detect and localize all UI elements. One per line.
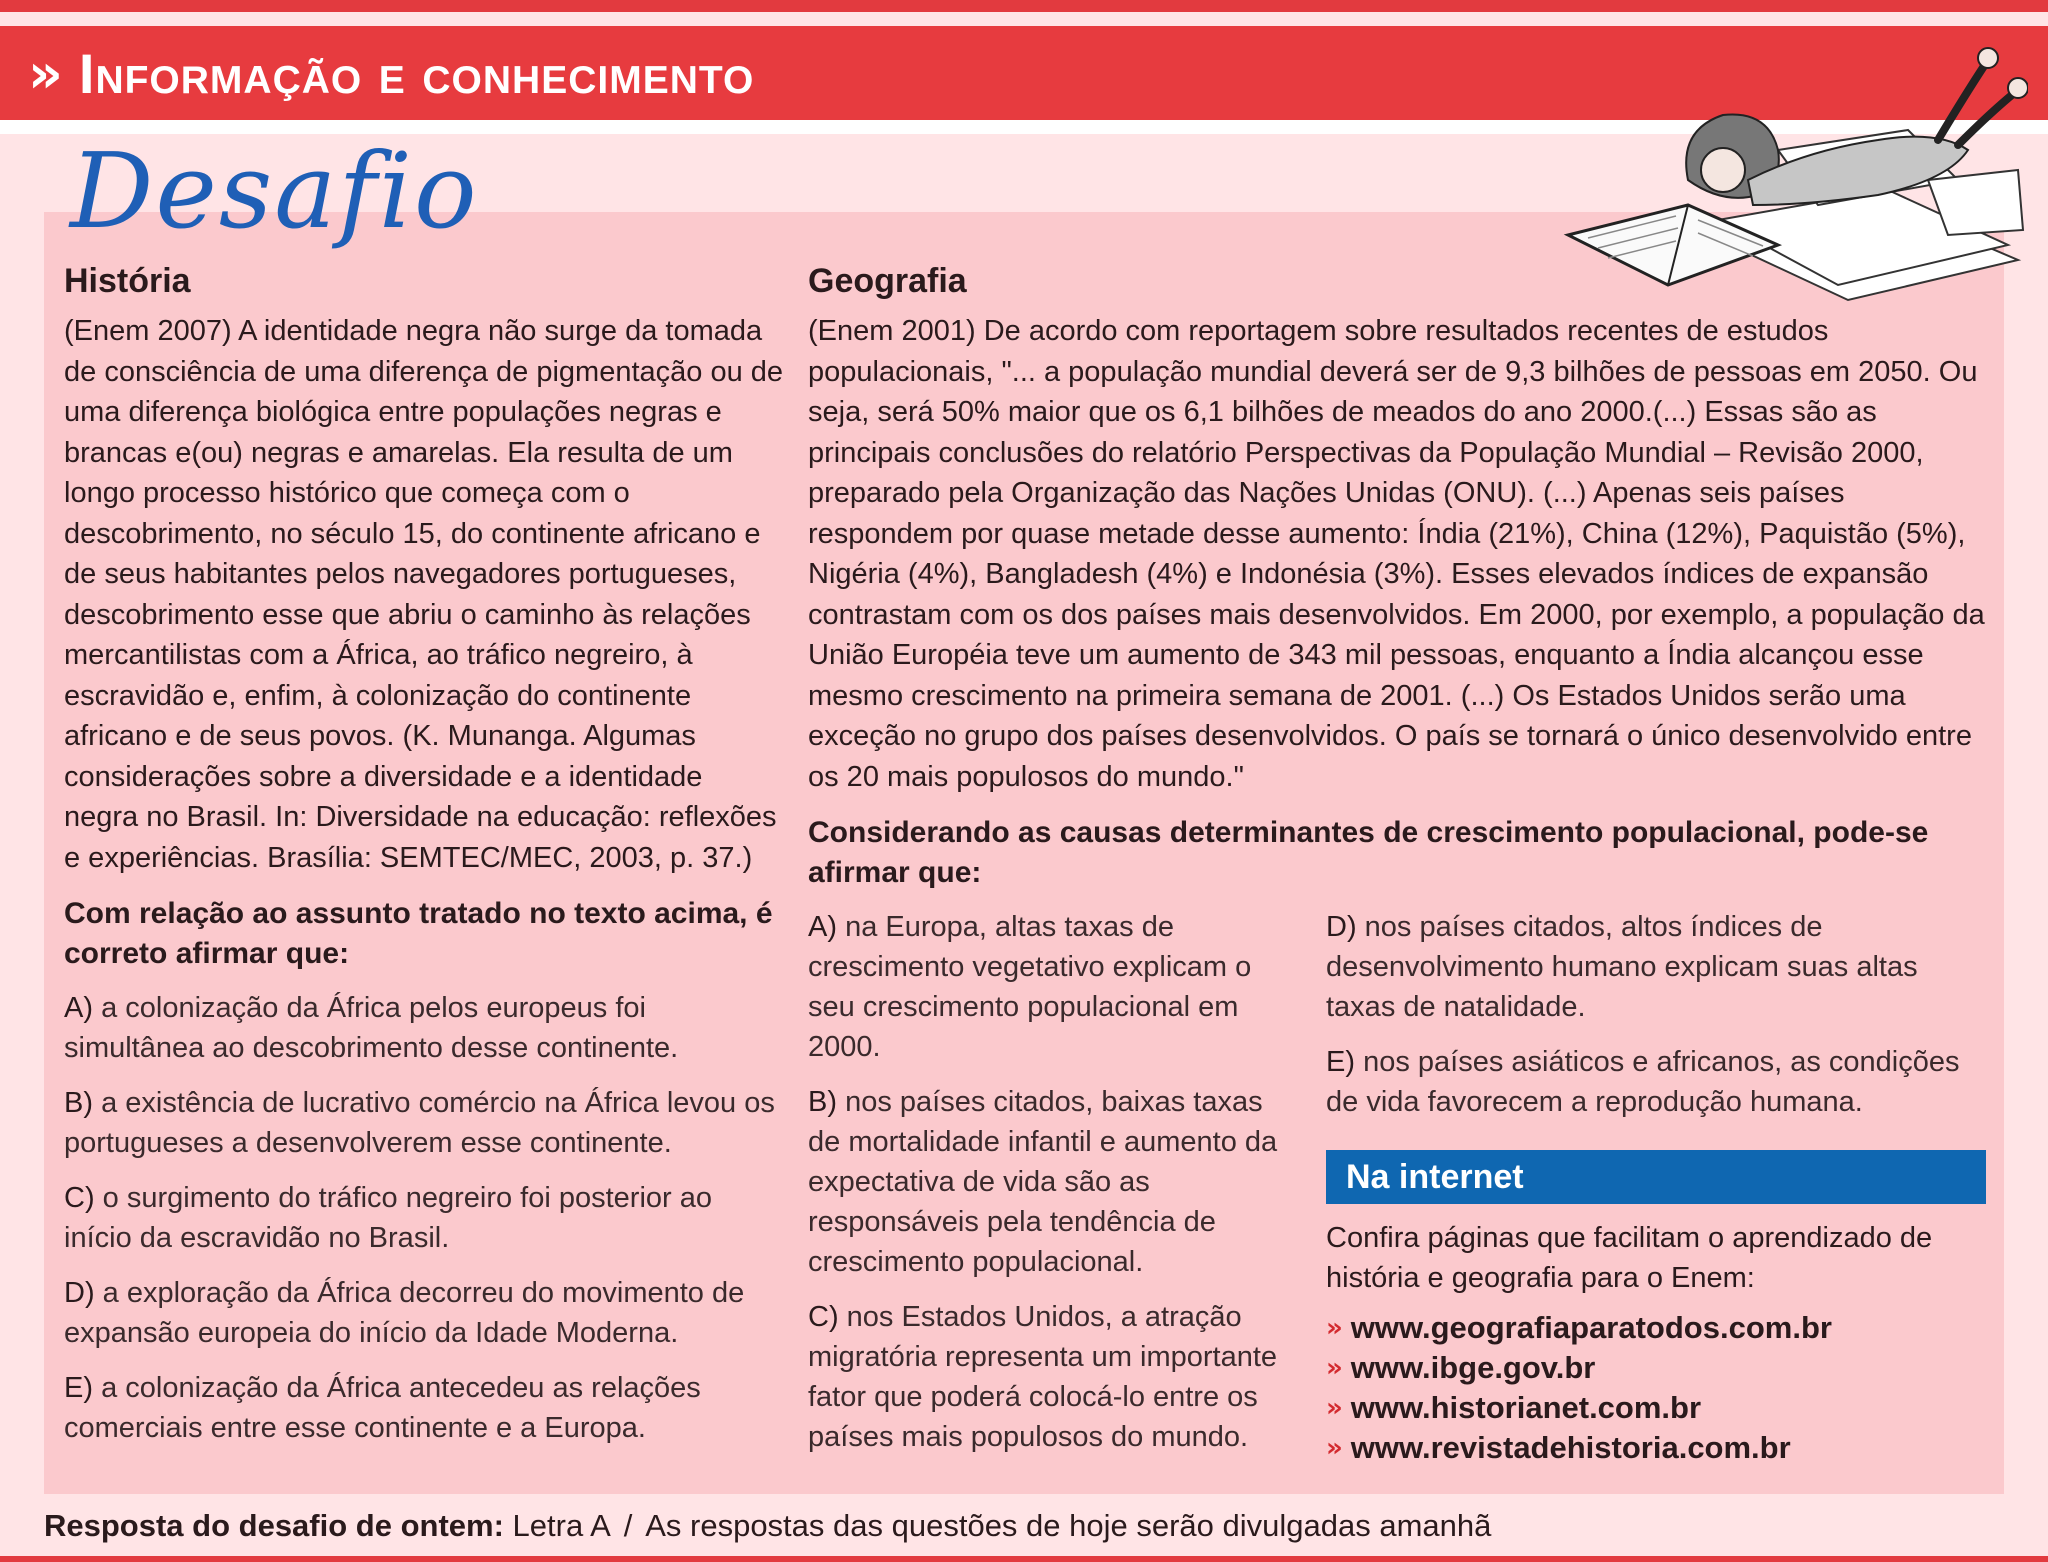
top-rule bbox=[0, 0, 2048, 12]
answer-footer bbox=[44, 1508, 1491, 1544]
link-text[interactable]: www.historianet.com.br bbox=[1350, 1390, 1702, 1425]
link-text[interactable]: www.geografiaparatodos.com.br bbox=[1350, 1310, 1832, 1345]
option-text: a exploração da África decorreu do movimento de expansão europeia do início da Idade Moderna. bbox=[64, 1277, 745, 1349]
footer-note: As respostas das questões de hoje serão divulgadas amanhã bbox=[645, 1508, 1492, 1543]
option-letter: C) bbox=[64, 1182, 95, 1214]
option-letter: B) bbox=[64, 1087, 93, 1119]
option-text: o surgimento do tráfico negreiro foi posterior ao início da escravidão no Brasil. bbox=[64, 1182, 712, 1254]
link-text[interactable]: www.revistadehistoria.com.br bbox=[1350, 1430, 1791, 1465]
historia-options bbox=[64, 988, 784, 1448]
double-chevron-icon: » bbox=[1326, 1393, 1339, 1423]
geografia-options bbox=[808, 907, 1988, 1472]
geografia-option-c bbox=[808, 1297, 1298, 1457]
na-internet-intro: Confira páginas que facilitam o aprendizado de história e geografia para o Enem: bbox=[1326, 1222, 1933, 1294]
historia-option-a bbox=[64, 988, 784, 1068]
option-text: nos países citados, baixas taxas de mortalidade infantil e aumento da expectativa de vida são as responsáveis pela tendência de crescimento populacional. bbox=[808, 1086, 1278, 1278]
double-chevron-icon: » bbox=[1326, 1353, 1339, 1383]
option-text: a existência de lucrativo comércio na África levou os portugueses a desenvolverem esse continente. bbox=[64, 1087, 775, 1159]
option-letter: E) bbox=[1326, 1046, 1355, 1078]
geografia-options-right bbox=[1326, 907, 1986, 1472]
link-item[interactable] bbox=[1326, 1348, 1986, 1388]
geografia-options-left bbox=[808, 907, 1298, 1472]
geografia-option-e bbox=[1326, 1042, 1986, 1122]
option-text: nos países asiáticos e africanos, as condições de vida favorecem a reprodução humana. bbox=[1326, 1046, 1960, 1118]
geografia-option-a bbox=[808, 907, 1298, 1067]
option-text: nos Estados Unidos, a atração migratória representa um importante fator que poderá colocá-lo entre os países mais populosos do mundo. bbox=[808, 1301, 1278, 1453]
link-text[interactable]: www.ibge.gov.br bbox=[1350, 1350, 1596, 1385]
link-item[interactable] bbox=[1326, 1308, 1986, 1348]
footer-answer: Letra A bbox=[512, 1508, 610, 1543]
option-text: a colonização da África antecedeu as relações comerciais entre esse continente e a Europa. bbox=[64, 1372, 701, 1444]
bottom-rule bbox=[0, 1556, 2048, 1562]
historia-option-c bbox=[64, 1178, 784, 1258]
geografia-option-b bbox=[808, 1082, 1298, 1282]
option-text: na Europa, altas taxas de crescimento vegetativo explicam o seu crescimento populacional em 2000. bbox=[808, 911, 1252, 1063]
option-text: nos países citados, altos índices de desenvolvimento humano explicam suas altas taxas de natalidade. bbox=[1326, 911, 1918, 1023]
footer-label: Resposta do desafio de ontem: bbox=[44, 1508, 504, 1543]
historia-question: Com relação ao assunto tratado no texto acima, é correto afirmar que: bbox=[64, 897, 773, 970]
section-title: Informação e conhecimento bbox=[78, 41, 755, 105]
link-item[interactable] bbox=[1326, 1388, 1986, 1428]
geografia-question: Considerando as causas determinantes de crescimento populacional, pode-se afirmar que: bbox=[808, 816, 1929, 889]
double-chevron-icon: » bbox=[1326, 1313, 1339, 1343]
historia-option-e bbox=[64, 1368, 784, 1448]
option-letter: B) bbox=[808, 1086, 837, 1118]
option-letter: D) bbox=[1326, 911, 1357, 943]
geografia-column bbox=[808, 262, 1988, 1472]
geografia-text: (Enem 2001) De acordo com reportagem sobre resultados recentes de estudos populacionais, "... a população mundial deverá ser de 9,3 bilhões de pessoas em 2050. Ou seja, será 50% maior que os 6,1 bilhões de meados do ano 2000.(...) Essas são as principais conclusões do relatório Perspectivas da População Mundial – Revisão 2000, preparado pela Organização das Nações Unidas (ONU). (...) Apenas seis países respondem por quase metade desse aumento: Índia (21%), China (12%), Paquistão (5%), Nigéria (4%), Bangladesh (4%) e Indonésia (3%). Esses elevados índices de expansão contrastam com os dos países mais desenvolvidos. Em 2000, por exemplo, a população da União Européia teve um aumento de 343 mil pessoas, enquanto a Índia alcançou esse mesmo crescimento na primeira semana de 2001. (...) Os Estados Unidos serão uma exceção no grupo dos países desenvolvidos. O país se tornará o único desenvolvido entre os 20 mais populosos do mundo." bbox=[808, 315, 1985, 793]
na-internet-header: Na internet bbox=[1326, 1150, 1986, 1204]
option-letter: E) bbox=[64, 1372, 93, 1404]
double-chevron-icon: » bbox=[1326, 1433, 1339, 1463]
geografia-title: Geografia bbox=[808, 262, 967, 300]
option-letter: A) bbox=[64, 992, 93, 1024]
footer-separator: / bbox=[623, 1508, 633, 1543]
na-internet-links bbox=[1326, 1308, 1986, 1468]
geografia-option-d bbox=[1326, 907, 1986, 1027]
option-letter: C) bbox=[808, 1301, 839, 1333]
option-text: a colonização da África pelos europeus foi simultânea ao descobrimento desse continente. bbox=[64, 992, 679, 1064]
historia-option-b bbox=[64, 1083, 784, 1163]
double-chevron-icon: » bbox=[28, 41, 57, 105]
historia-text: (Enem 2007) A identidade negra não surge da tomada de consciência de uma diferença de pigmentação ou de uma diferença biológica entre populações negras e brancas e(ou) negras e amarelas. Ela resulta de um longo processo histórico que começa com o descobrimento, no século 15, do continente africano e de seus habitantes pelos navegadores portugueses, descobrimento esse que abriu o caminho às relações mercantilistas com a África, ao tráfico negreiro, à escravidão e, enfim, à colonização do continente africano e de seus povos. (K. Munanga. Algumas considerações sobre a diversidade e a identidade negra no Brasil. In: Diversidade na educação: reflexões e experiências. Brasília: SEMTEC/MEC, 2003, p. 37.) bbox=[64, 315, 784, 874]
historia-column bbox=[64, 262, 784, 1463]
link-item[interactable] bbox=[1326, 1428, 1986, 1468]
option-letter: A) bbox=[808, 911, 837, 943]
desafio-script-title: Desafio bbox=[70, 130, 479, 252]
option-letter: D) bbox=[64, 1277, 95, 1309]
historia-option-d bbox=[64, 1273, 784, 1353]
historia-title: História bbox=[64, 262, 191, 300]
